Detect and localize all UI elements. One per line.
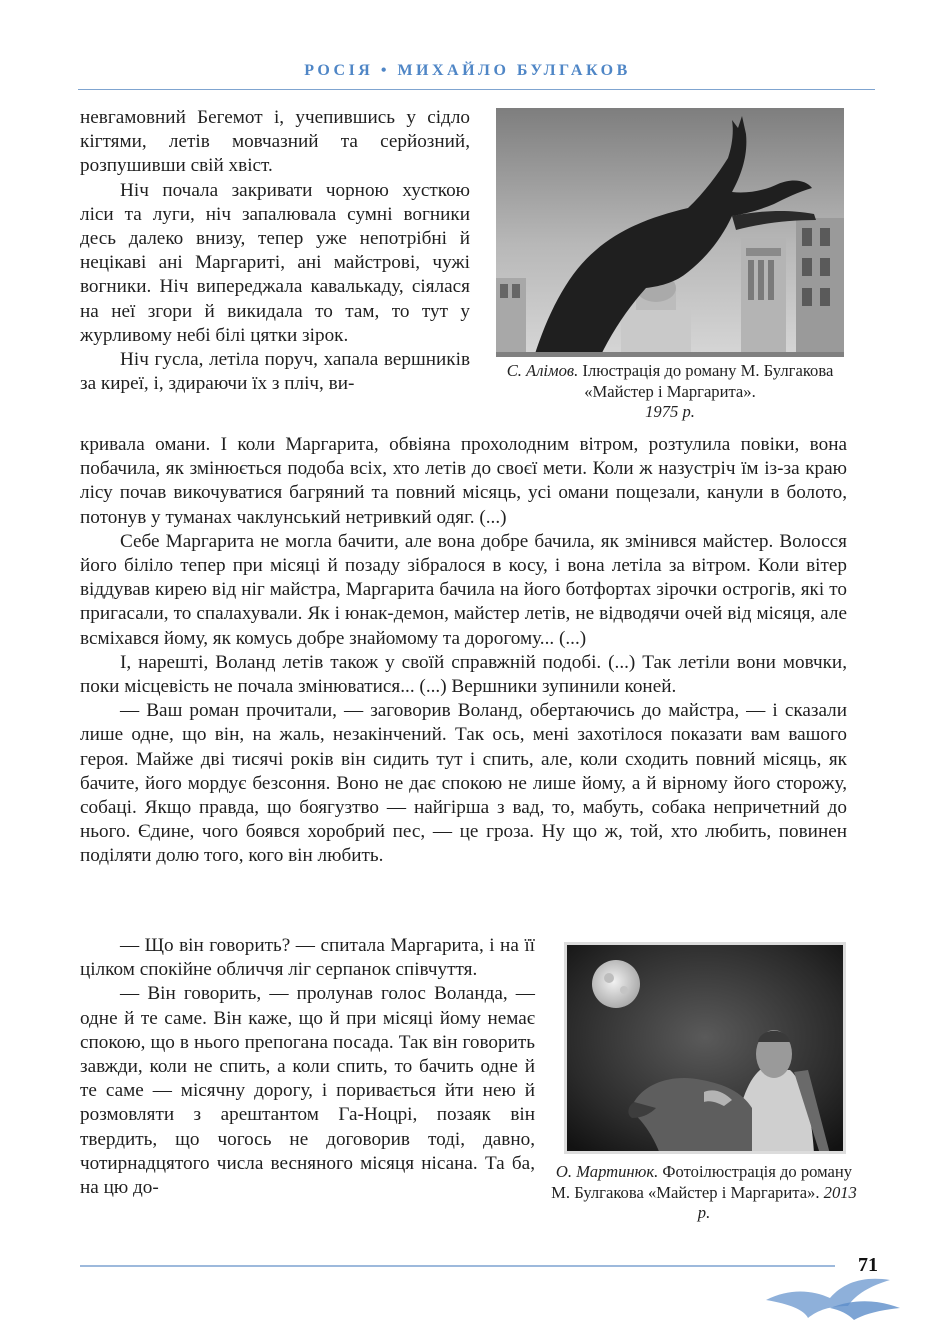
page-number: 71 xyxy=(858,1254,878,1276)
footer-rule xyxy=(80,1265,835,1267)
running-head: РОСІЯ • МИХАЙЛО БУЛГАКОВ xyxy=(304,62,631,79)
paragraph: — Ваш роман прочитали, — заговорив Воланд, обертаючись до майстра, — і сказали лише одне, що він, на жаль, незакінчений. Так ось, мені захотілося показати вам вашого героя. Майже дві тисячі років він сидить тут і спить, але, коли сходить повний місяць, як бачите, його мордує безсоння. Воно не дає спокою не лише йому, а й вірному його сторожу, собаці. Якщо правда, що боягузтво — найгірша з вад, то, мабуть, собака непричетний до нього. Єдине, чого боявся хоробрий пес, — це гроза. Ну що ж, той, хто любить, повинен поділяти долю того, кого він любить. xyxy=(80,700,847,867)
paragraph: І, нарешті, Воланд летів також у своїй справжній подобі. (...) Так летіли вони мовчки, поки місцевість не почала змінюватися... (...) Вершники зупинили коней. xyxy=(80,651,847,698)
caption-text: Ілюстрація до роману М. Булгакова «Майстер і Маргарита». xyxy=(578,361,834,401)
caption-year: 1975 р. xyxy=(645,402,695,421)
paragraph: невгамовний Бегемот і, учепившись у сідло кігтями, летів мовчазний та серйозний, розпушивши свій хвіст. xyxy=(80,107,470,177)
cat-illustration xyxy=(496,108,844,357)
paragraph: Себе Маргарита не могла бачити, але вона добре бачила, як змінився майстер. Волосся його біліло тепер при місяці й позаду зібралося в косу, і вона летіла за вітром. Коли вітер віддував кирею від ніг майстра, Маргарита бачила на його ботфортах зірочки острогів, які то пригасали, то спалахували. Як і юнак-демон, майстер летів, не відводячи очей від місяця, але всміхався йому, як комусь добре знайомому та дорогому... (...) xyxy=(80,530,847,649)
paragraph: кривала омани. І коли Маргарита, обвіяна прохолодним вітром, розтулила повіки, вона побачила, як змінюється подоба всіх, хто летів до своєї мети. Коли ж назустріч їм із-за краю лісу почав викочуватися багряний та повний місяць, усі омани пощезали, канули в болото, потонув у туманах чаклунський нетривкий одяг. (...) xyxy=(80,434,847,528)
caption-year: 2013 р. xyxy=(697,1182,857,1222)
caption-text: Фотоілюстрація до роману М. Булгакова «Майстер і Маргарита». xyxy=(551,1162,853,1202)
caption-author: С. Алімов. xyxy=(506,361,579,380)
paragraph: — Він говорить, — пролунав голос Воланда, — одне й те саме. Він каже, що й при місяці йому немає спокою, що в нього препогана посада. Так він говорить завжди, коли не спить, а коли спить, то бачить одне й те саме — місячну дорогу, і поривається йти нею й розмовляти з арештантом Га-Ноцрі, позаяк він твердить, що чогось не договорив тоді, давно, чотирнадцятого числа весняного місяця нісана. Та ба, на цю до- xyxy=(80,983,535,1199)
figure-caption-2 xyxy=(548,1162,860,1224)
caption-author: О. Мартинюк. xyxy=(555,1162,659,1181)
figure-caption-1 xyxy=(496,361,844,423)
text-full-width xyxy=(80,433,847,869)
moon-dog-photo-illustration xyxy=(564,942,846,1154)
paragraph: — Що він говорить? — спитала Маргарита, і на її цілком спокійне обличчя ліг серпанок співчуття. xyxy=(80,935,535,981)
text-column-bottom xyxy=(80,934,535,1200)
paragraph: Ніч гусла, летіла поруч, хапала вершників за киреї, і, здираючи їх з пліч, ви- xyxy=(80,349,470,395)
paragraph: Ніч почала закривати чорною хусткою ліси та луги, ніч запалювала сумні вогники десь далеко внизу, тепер уже непотрібні й нецікаві ані Маргариті, ані майстрові, чужі вогники. Ніч випереджала кавалькаду, сіялася на неї згори й викидала то там, то тут у журливому небі білі цятки зірок. xyxy=(80,179,470,346)
text-column-top xyxy=(80,106,470,396)
header-rule xyxy=(78,89,875,90)
